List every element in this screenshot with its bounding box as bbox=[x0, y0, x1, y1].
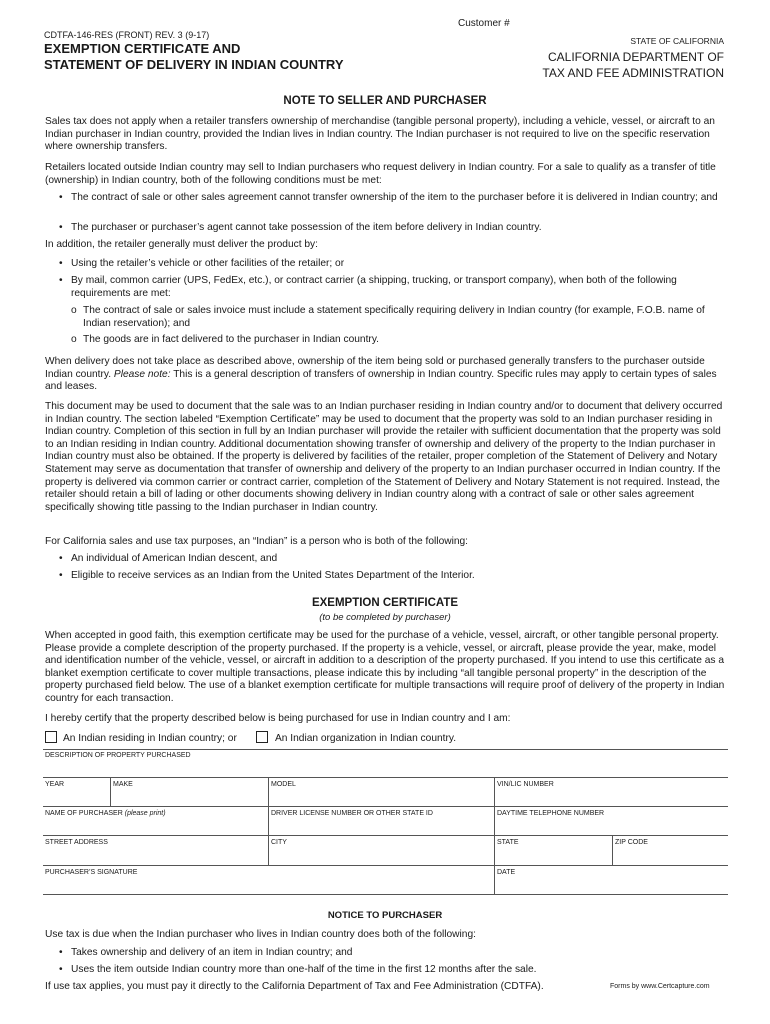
bullet-icon: • bbox=[59, 258, 63, 269]
form-line bbox=[43, 749, 728, 750]
purchaser-name-field[interactable] bbox=[45, 810, 266, 834]
form-title-line1: EXEMPTION CERTIFICATE AND bbox=[44, 41, 241, 56]
date-field[interactable] bbox=[497, 869, 727, 893]
state-label: STATE OF CALIFORNIA bbox=[630, 36, 724, 46]
make-field[interactable] bbox=[113, 781, 266, 805]
form-title-line2: STATEMENT OF DELIVERY IN INDIAN COUNTRY bbox=[44, 57, 344, 72]
notice-paragraph-2: If use tax applies, you must pay it directly to the California Department of Tax and Fee Administration (CDTFA). bbox=[45, 981, 544, 992]
purchaser-signature-label: PURCHASER’S SIGNATURE bbox=[45, 869, 138, 876]
exemption-heading: EXEMPTION CERTIFICATE bbox=[311, 597, 459, 609]
requirement-text-2: The goods are in fact delivered to the purchaser in Indian country. bbox=[83, 334, 379, 345]
indian-definition-bullet-2 bbox=[59, 570, 721, 583]
note-paragraph-4 bbox=[45, 356, 730, 394]
form-divider bbox=[612, 835, 613, 865]
note-paragraph-1: Sales tax does not apply when a retailer transfers ownership of merchandise (tangible personal property), including a vehicle, vessel, or aircraft to an Indian purchaser in Indian country, provided the Indian lives in Indian country. The Indian purchaser is not required to live on the specific reservation where ownership transfers. bbox=[45, 116, 715, 153]
form-id: CDTFA-146-RES (FRONT) REV. 3 (9-17) bbox=[44, 30, 210, 40]
indian-resident-checkbox[interactable] bbox=[45, 731, 57, 743]
street-address-label: STREET ADDRESS bbox=[45, 839, 108, 846]
condition-text-1: The contract of sale or other sales agreement cannot transfer ownership of the item to the purchaser before it is delivered in Indian country; and bbox=[71, 192, 718, 203]
bullet-icon: • bbox=[59, 964, 63, 975]
delivery-bullet-2 bbox=[59, 275, 721, 300]
indian-organization-option-label: An Indian organization in Indian country. bbox=[275, 733, 457, 744]
note-paragraph-3: In addition, the retailer generally must deliver the product by: bbox=[45, 239, 318, 250]
daytime-phone-field[interactable] bbox=[497, 810, 727, 834]
form-divider bbox=[268, 777, 269, 865]
make-label: MAKE bbox=[113, 781, 133, 788]
customer-number-label: Customer # bbox=[458, 18, 510, 29]
city-label: CITY bbox=[271, 839, 287, 846]
form-line bbox=[43, 835, 728, 836]
note-heading: NOTE TO SELLER AND PURCHASER bbox=[283, 95, 487, 107]
form-divider bbox=[110, 777, 111, 806]
condition-bullet-2 bbox=[59, 222, 721, 235]
indian-organization-checkbox[interactable] bbox=[256, 731, 268, 743]
requirement-item-1 bbox=[71, 305, 728, 330]
driver-license-label: DRIVER LICENSE NUMBER OR OTHER STATE ID bbox=[271, 810, 433, 817]
note-p4-text-b: This is a general description of transfers of ownership in Indian country. Specific rules may apply to certain types of sales and leases. bbox=[45, 368, 717, 393]
note-paragraph-5: This document may be used to document that the sale was to an Indian purchaser residing in Indian country and/or to document that delivery occurred in Indian country. The section labeled “Exemption Certificate” may be used to document that the property was sold to an Indian purchaser residing in Indian country. Completion of this section in full by an Indian purchaser will provide the retailer with sufficient documentation that the property was sold to an Indian residing in Indian country. Additional documentation showing transfer of ownership and delivery of the property to the Indian purchaser in Indian country must also be obtained. If the property is delivered by facilities of the retailer, proper completion of the Statement of Delivery and Notary Statement may serve as documentation that transfer of ownership and delivery of the property to an Indian purchaser occurred in Indian country. If the property is delivered via common carrier or contract carrier, completion of the Statement of Delivery and Notary Statement is not required. Instead, the retailer should retain a bill of lading or other documents showing delivery in Indian country along with a contract of sale or other sales agreement specifically showing title passing to the Indian purchaser in Indian country. bbox=[45, 401, 723, 513]
please-print-label: (please print) bbox=[124, 810, 166, 817]
bullet-icon: • bbox=[59, 192, 63, 203]
note-p4-text-a: When delivery does not take place as described above, ownership of the item being sold or purchased generally transfers to the purchaser outside Indian country. bbox=[45, 356, 705, 380]
vin-field[interactable] bbox=[497, 781, 727, 805]
state-field[interactable] bbox=[497, 839, 610, 863]
indian-definition-bullet-1 bbox=[59, 553, 721, 566]
definition-text-1: An individual of American Indian descent, and bbox=[71, 553, 278, 564]
street-address-field[interactable] bbox=[45, 839, 266, 863]
state-field-label: STATE bbox=[497, 839, 519, 846]
model-field[interactable] bbox=[271, 781, 492, 805]
delivery-text-2: By mail, common carrier (UPS, FedEx, etc.), or contract carrier (a shipping, trucking, or transport company), when both of the following requirements are met: bbox=[71, 275, 677, 299]
bullet-icon: • bbox=[59, 275, 63, 286]
exemption-subheading: (to be completed by purchaser) bbox=[319, 612, 451, 623]
driver-license-field[interactable] bbox=[271, 810, 492, 834]
notice-bullet-text-2: Uses the item outside Indian country more than one-half of the time in the first 12 months after the sale. bbox=[71, 964, 537, 975]
bullet-icon: • bbox=[59, 553, 63, 564]
condition-bullet-1 bbox=[59, 192, 721, 205]
notice-paragraph-1: Use tax is due when the Indian purchaser who lives in Indian country does both of the following: bbox=[45, 929, 476, 940]
please-note-label: Please note: bbox=[113, 368, 171, 380]
bullet-icon: • bbox=[59, 947, 63, 958]
bullet-icon: • bbox=[59, 570, 63, 581]
property-description-field[interactable] bbox=[45, 752, 727, 776]
delivery-bullet-1 bbox=[59, 258, 721, 271]
notice-bullet-1 bbox=[59, 947, 721, 960]
delivery-text-1: Using the retailer’s vehicle or other facilities of the retailer; or bbox=[71, 258, 345, 269]
zip-code-field[interactable] bbox=[615, 839, 727, 863]
condition-text-2: The purchaser or purchaser’s agent cannot take possession of the item before delivery in Indian country. bbox=[71, 222, 542, 233]
property-description-label: DESCRIPTION OF PROPERTY PURCHASED bbox=[45, 752, 191, 759]
agency-line1: CALIFORNIA DEPARTMENT OF bbox=[547, 50, 724, 64]
daytime-phone-label: DAYTIME TELEPHONE NUMBER bbox=[497, 810, 605, 817]
form-line bbox=[43, 894, 728, 895]
notice-heading: NOTICE TO PURCHASER bbox=[327, 910, 443, 921]
vin-label: VIN/LIC NUMBER bbox=[497, 781, 554, 788]
zip-code-label: ZIP CODE bbox=[615, 839, 648, 846]
year-field[interactable] bbox=[45, 781, 108, 805]
definition-text-2: Eligible to receive services as an Indian from the United States Department of the Interior. bbox=[71, 570, 475, 581]
footer-credit: Forms by www.Certcapture.com bbox=[610, 983, 710, 990]
city-field[interactable] bbox=[271, 839, 492, 863]
notice-bullet-2 bbox=[59, 964, 721, 977]
note-paragraph-2: Retailers located outside Indian country may sell to Indian purchasers who request delivery in Indian country. For a sale to qualify as a transfer of title (ownership) in Indian country, both of the following conditions must be met: bbox=[45, 162, 716, 186]
requirement-text-1: The contract of sale or sales invoice must include a statement specifically requiring delivery in Indian country (for example, F.O.B. name of Indian reservation); and bbox=[83, 305, 705, 329]
form-divider bbox=[494, 777, 495, 894]
note-paragraph-6: For California sales and use tax purposes, an “Indian” is a person who is both of the following: bbox=[45, 536, 469, 547]
form-line bbox=[43, 777, 728, 778]
requirement-item-2 bbox=[71, 334, 728, 347]
notice-bullet-text-1: Takes ownership and delivery of an item in Indian country; and bbox=[71, 947, 353, 958]
certification-statement: I hereby certify that the property described below is being purchased for use in Indian country and I am: bbox=[45, 713, 511, 724]
date-label: DATE bbox=[497, 869, 516, 876]
bullet-icon: • bbox=[59, 222, 63, 233]
sub-bullet-icon: o bbox=[71, 305, 77, 316]
form-line bbox=[43, 865, 728, 866]
year-label: YEAR bbox=[45, 781, 65, 788]
agency-line2: TAX AND FEE ADMINISTRATION bbox=[542, 66, 724, 80]
purchaser-name-label: NAME OF PURCHASER bbox=[45, 810, 125, 817]
sub-bullet-icon: o bbox=[71, 334, 77, 345]
purchaser-signature-field[interactable] bbox=[45, 869, 492, 893]
model-label: MODEL bbox=[271, 781, 296, 788]
form-line bbox=[43, 806, 728, 807]
exemption-paragraph: When accepted in good faith, this exemption certificate may be used for the purchase of a vehicle, vessel, aircraft, or other tangible personal property. Please provide a complete description of the property purchased. If the property is a vehicle, vessel, or aircraft, please provide the year, make, model and identification number of the vehicle, vessel, or aircraft in addition to a description of the property purchased. If you intend to use this certificate as a blanket exemption certificate to cover multiple transactions, please indicate this by including “all tangible personal property” in the description of the property purchased field below. The use of a blanket exemption certificate for multiple transactions will require proof of delivery of the property in Indian country for each transaction. bbox=[45, 630, 725, 704]
indian-resident-option-label: An Indian residing in Indian country; or bbox=[63, 733, 237, 744]
